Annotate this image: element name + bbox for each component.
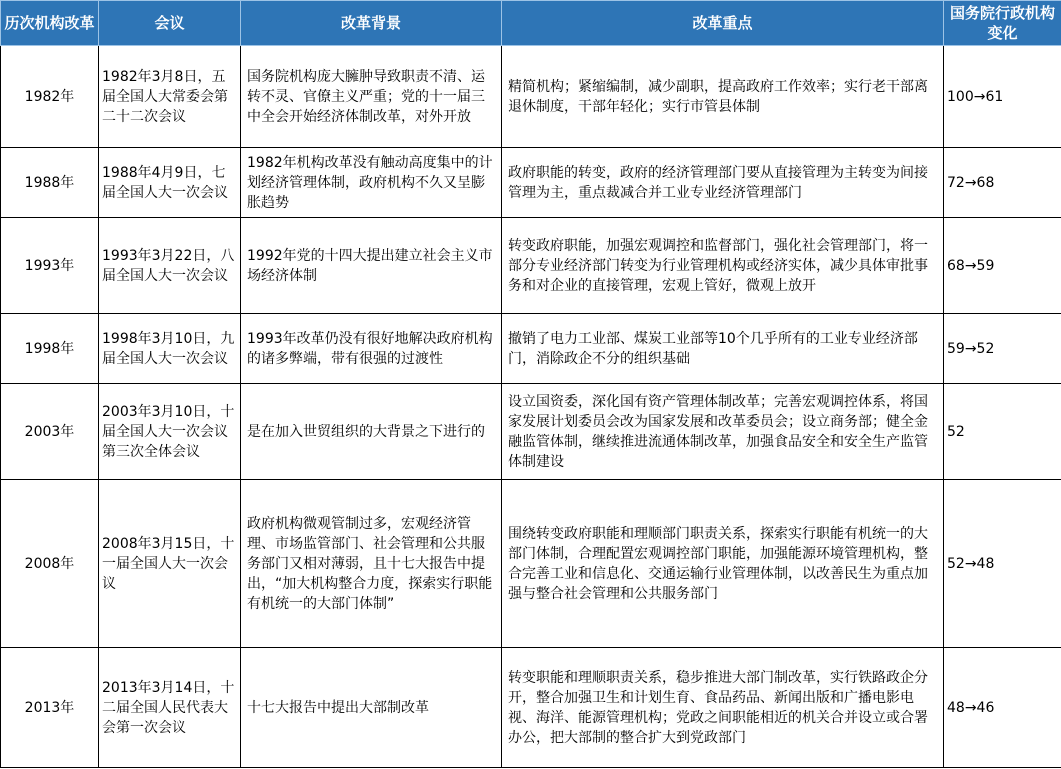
cell-background: 1993年改革仍没有很好地解决政府机构的诸多弊端，带有很强的过渡性	[241, 314, 502, 384]
cell-change: 100→61	[944, 46, 1061, 148]
cell-meeting: 1988年4月9日，七届全国人大一次会议	[99, 148, 241, 218]
cell-focus: 撤销了电力工业部、煤炭工业部等10个几乎所有的工业专业经济部门，消除政企不分的组织基础	[502, 314, 944, 384]
cell-year: 2003年	[1, 384, 99, 480]
header-focus: 改革重点	[502, 1, 944, 46]
cell-background: 1982年机构改革没有触动高度集中的计划经济管理体制，政府机构不久又呈膨胀趋势	[241, 148, 502, 218]
cell-year: 2013年	[1, 648, 99, 768]
cell-meeting: 2003年3月10日，十届全国人大一次会议第三次全体会议	[99, 384, 241, 480]
table-row	[1, 46, 1061, 148]
cell-focus: 政府职能的转变，政府的经济管理部门要从直接管理为主转变为间接管理为主，重点裁减合并工业专业经济管理部门	[502, 148, 944, 218]
cell-meeting: 2008年3月15日，十一届全国人大一次会议	[99, 480, 241, 648]
table-row	[1, 314, 1061, 384]
cell-change: 52→48	[944, 480, 1061, 648]
header-meeting: 会议	[99, 1, 241, 46]
cell-year: 1988年	[1, 148, 99, 218]
table-row	[1, 480, 1061, 648]
header-background: 改革背景	[241, 1, 502, 46]
cell-year: 1993年	[1, 218, 99, 314]
cell-background: 十七大报告中提出大部制改革	[241, 648, 502, 768]
cell-change: 59→52	[944, 314, 1061, 384]
table-row	[1, 384, 1061, 480]
cell-change: 52	[944, 384, 1061, 480]
cell-meeting: 1993年3月22日，八届全国人大一次会议	[99, 218, 241, 314]
cell-meeting: 2013年3月14日，十二届全国人民代表大会第一次会议	[99, 648, 241, 768]
cell-focus: 围绕转变政府职能和理顺部门职责关系，探索实行职能有机统一的大部门体制，合理配置宏观调控部门职能，加强能源环境管理机构，整合完善工业和信息化、交通运输行业管理体制，以改善民生为重点加强与整合社会管理和公共服务部门	[502, 480, 944, 648]
header-change: 国务院行政机构变化	[944, 1, 1061, 46]
table-row	[1, 148, 1061, 218]
cell-meeting: 1982年3月8日，五届全国人大常委会第二十二次会议	[99, 46, 241, 148]
header-reform: 历次机构改革	[1, 1, 99, 46]
table-row	[1, 218, 1061, 314]
cell-meeting: 1998年3月10日，九届全国人大一次会议	[99, 314, 241, 384]
cell-focus: 设立国资委，深化国有资产管理体制改革；完善宏观调控体系，将国家发展计划委员会改为国家发展和改革委员会；设立商务部；健全金融监管体制，继续推进流通体制改革，加强食品安全和安全生产监管体制建设	[502, 384, 944, 480]
cell-year: 1982年	[1, 46, 99, 148]
header-row	[1, 1, 1061, 46]
cell-focus: 转变职能和理顺职责关系，稳步推进大部门制改革，实行铁路政企分开，整合加强卫生和计划生育、食品药品、新闻出版和广播电影电视、海洋、能源管理机构；党政之间职能相近的机关合并设立或合署办公，把大部制的整合扩大到党政部门	[502, 648, 944, 768]
cell-year: 1998年	[1, 314, 99, 384]
cell-focus: 精简机构；紧缩编制，减少副职，提高政府工作效率；实行老干部离退休制度，干部年轻化；实行市管县体制	[502, 46, 944, 148]
cell-focus: 转变政府职能，加强宏观调控和监督部门，强化社会管理部门，将一部分专业经济部门转变为行业管理机构或经济实体，减少具体审批事务和对企业的直接管理，宏观上管好，微观上放开	[502, 218, 944, 314]
cell-change: 48→46	[944, 648, 1061, 768]
cell-background: 是在加入世贸组织的大背景之下进行的	[241, 384, 502, 480]
cell-background: 1992年党的十四大提出建立社会主义市场经济体制	[241, 218, 502, 314]
cell-change: 72→68	[944, 148, 1061, 218]
cell-year: 2008年	[1, 480, 99, 648]
cell-background: 政府机构微观管制过多，宏观经济管理、市场监管部门、社会管理和公共服务部门又相对薄弱，且十七大报告中提出，“加大机构整合力度，探索实行职能有机统一的大部门体制”	[241, 480, 502, 648]
table-row	[1, 648, 1061, 768]
cell-background: 国务院机构庞大臃肿导致职责不清、运转不灵、官僚主义严重；党的十一届三中全会开始经济体制改革，对外开放	[241, 46, 502, 148]
cell-change: 68→59	[944, 218, 1061, 314]
